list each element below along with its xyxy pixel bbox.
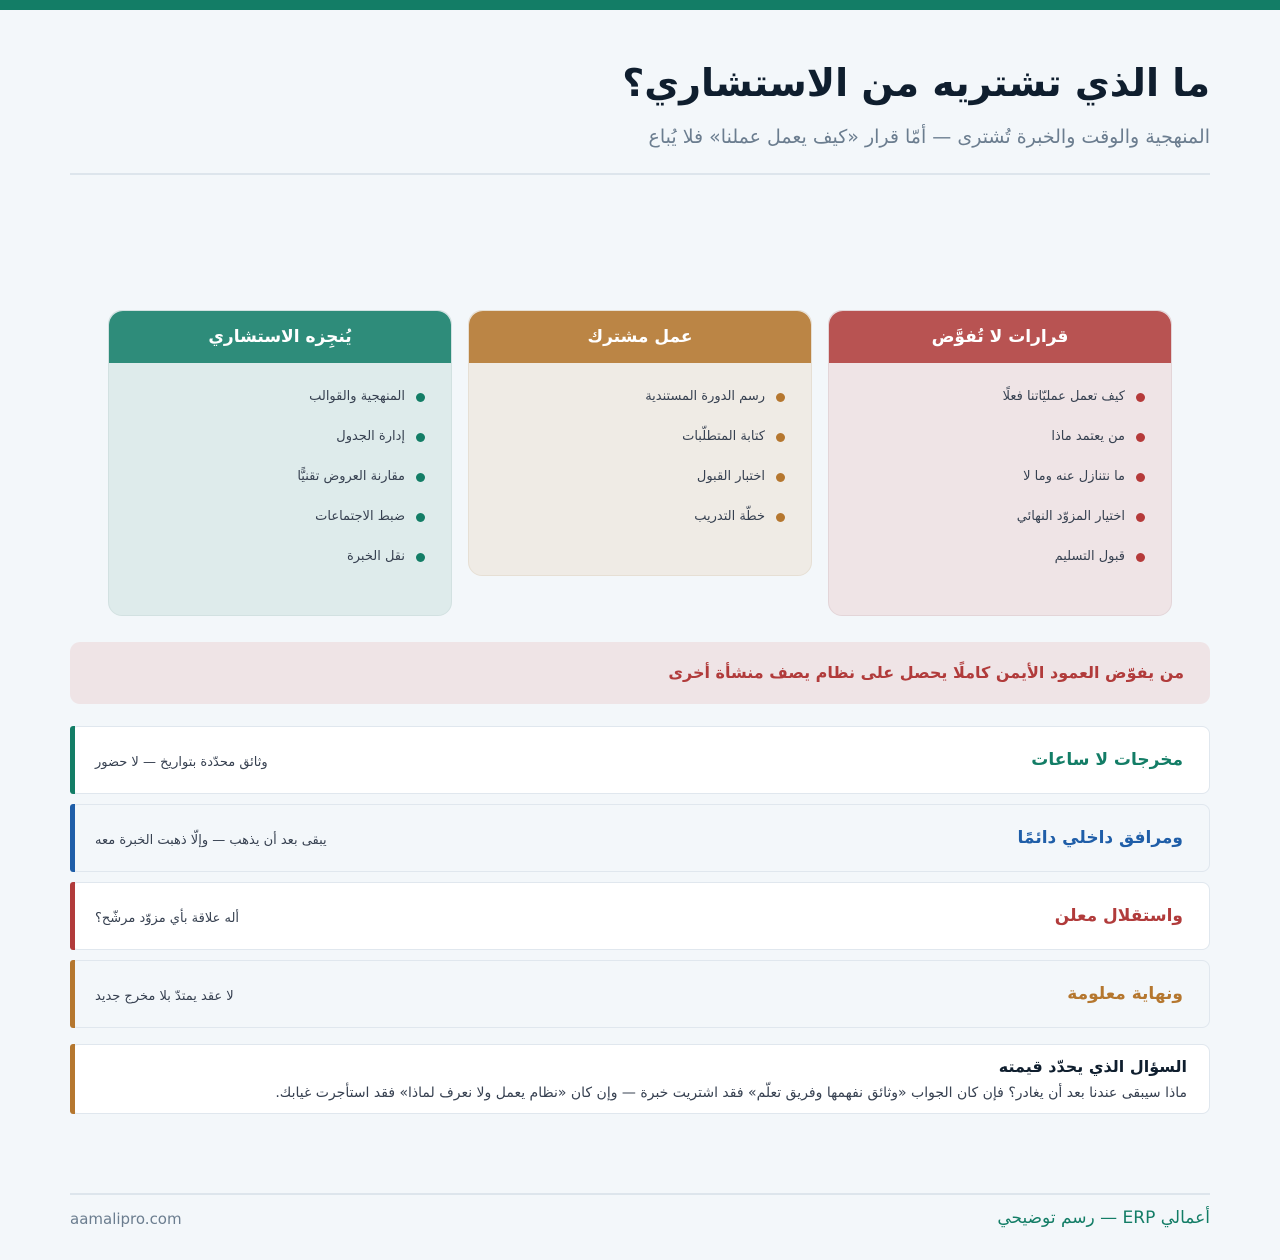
row-description: لا عقد يمتدّ بلا مخرج جديد bbox=[95, 989, 234, 1004]
principle-row bbox=[70, 882, 1210, 950]
bullet-dot-icon bbox=[776, 473, 785, 482]
column-header: يُنجِزه الاستشاري bbox=[109, 311, 451, 363]
row-accent-bar bbox=[70, 726, 75, 794]
bullet-dot-icon bbox=[1136, 473, 1145, 482]
column-consultant-delivers bbox=[108, 310, 452, 616]
bullet-dot-icon bbox=[1136, 433, 1145, 442]
column-non-delegable-decisions bbox=[828, 310, 1172, 616]
footer-site-link[interactable]: aamalipro.com bbox=[70, 1210, 182, 1228]
column-shared-work bbox=[468, 310, 812, 576]
row-accent-bar bbox=[70, 882, 75, 950]
list-item: إدارة الجدول bbox=[109, 421, 451, 461]
top-accent-bar bbox=[0, 0, 1280, 10]
warning-banner: من يفوّض العمود الأيمن كاملًا يحصل على نظام يصف منشأة أخرى bbox=[70, 642, 1210, 704]
footer-brand: أعمالي ERP — رسم توضيحي bbox=[997, 1208, 1210, 1228]
list-item: من يعتمد ماذا bbox=[829, 421, 1171, 461]
principle-row bbox=[70, 804, 1210, 872]
row-description: وثائق محدّدة بتواريخ — لا حضور bbox=[95, 755, 268, 770]
column-header: عمل مشترك bbox=[469, 311, 811, 363]
bullet-dot-icon bbox=[776, 513, 785, 522]
header-divider bbox=[70, 173, 1210, 175]
list-item: المنهجية والقوالب bbox=[109, 381, 451, 421]
bullet-dot-icon bbox=[416, 433, 425, 442]
row-description: يبقى بعد أن يذهب — وإلّا ذهبت الخبرة معه bbox=[95, 833, 327, 848]
list-item: خطّة التدريب bbox=[469, 501, 811, 541]
bullet-dot-icon bbox=[1136, 553, 1145, 562]
column-list bbox=[109, 363, 451, 581]
question-title: السؤال الذي يحدّد قيمته bbox=[998, 1057, 1187, 1076]
header bbox=[70, 58, 1210, 150]
principle-row bbox=[70, 726, 1210, 794]
row-title: ومرافق داخلي دائمًا bbox=[1017, 828, 1183, 848]
row-title: ونهاية معلومة bbox=[1067, 984, 1183, 1004]
page-subtitle: المنهجية والوقت والخبرة تُشترى — أمّا قرار «كيف يعمل عملنا» فلا يُباع bbox=[648, 126, 1210, 148]
row-accent-bar bbox=[70, 960, 75, 1028]
bullet-dot-icon bbox=[416, 513, 425, 522]
bullet-dot-icon bbox=[1136, 393, 1145, 402]
list-item: ضبط الاجتماعات bbox=[109, 501, 451, 541]
list-item: قبول التسليم bbox=[829, 541, 1171, 581]
bullet-dot-icon bbox=[776, 393, 785, 402]
principle-row bbox=[70, 960, 1210, 1028]
list-item: مقارنة العروض تقنيًّا bbox=[109, 461, 451, 501]
bullet-dot-icon bbox=[776, 433, 785, 442]
column-list bbox=[829, 363, 1171, 581]
bullet-dot-icon bbox=[416, 393, 425, 402]
list-item: رسم الدورة المستندية bbox=[469, 381, 811, 421]
list-item: كتابة المتطلّبات bbox=[469, 421, 811, 461]
bullet-dot-icon bbox=[416, 473, 425, 482]
list-item: اختيار المزوّد النهائي bbox=[829, 501, 1171, 541]
question-text: ماذا سيبقى عندنا بعد أن يغادر؟ فإن كان الجواب «وثائق نفهمها وفريق تعلّم» فقد اشتريت خبرة — وإن كان «نظام يعمل ولا نعرف لماذا» فقد استأجرت غيابك. bbox=[275, 1085, 1187, 1101]
list-item: نقل الخبرة bbox=[109, 541, 451, 581]
row-description: أله علاقة بأي مزوّد مرشّح؟ bbox=[95, 911, 240, 926]
key-question-box bbox=[70, 1044, 1210, 1114]
question-accent-bar bbox=[70, 1044, 75, 1114]
list-item: اختبار القبول bbox=[469, 461, 811, 501]
bullet-dot-icon bbox=[416, 553, 425, 562]
list-item: كيف تعمل عمليّاتنا فعلًا bbox=[829, 381, 1171, 421]
footer-divider bbox=[70, 1193, 1210, 1195]
row-title: مخرجات لا ساعات bbox=[1031, 750, 1183, 770]
bullet-dot-icon bbox=[1136, 513, 1145, 522]
column-header: قرارات لا تُفوَّض bbox=[829, 311, 1171, 363]
page-title: ما الذي تشتريه من الاستشاري؟ bbox=[622, 61, 1210, 105]
column-list bbox=[469, 363, 811, 541]
row-title: واستقلال معلن bbox=[1054, 906, 1183, 926]
list-item: ما نتنازل عنه وما لا bbox=[829, 461, 1171, 501]
row-accent-bar bbox=[70, 804, 75, 872]
